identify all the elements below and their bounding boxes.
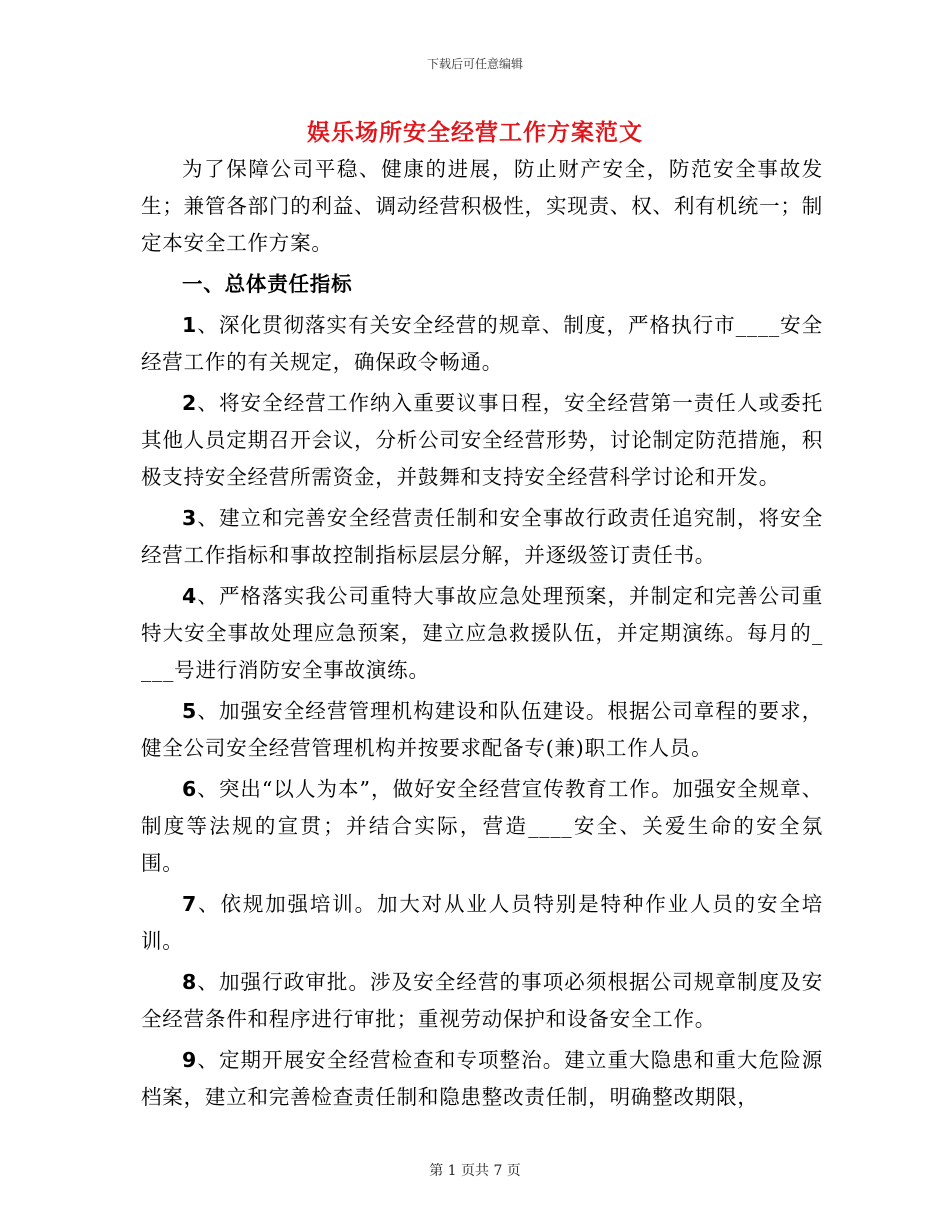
list-item [141, 578, 823, 689]
item-text: 、加强行政审批。涉及安全经营的事项必须根据公司规章制度及安全经营条件和程序进行审批；重视劳动保护和设备安全工作。 [141, 970, 823, 1031]
item-text: 、将安全经营工作纳入重要议事日程，安全经营第一责任人或委托其他人员定期召开会议，分析公司安全经营形势，讨论制定防范措施，积极支持安全经营所需资金，并鼓舞和支持安全经营科学讨论和开发。 [141, 391, 823, 489]
item-number: 4 [182, 584, 198, 608]
section-heading: 一、总体责任指标 [182, 272, 353, 296]
item-number: 6 [182, 777, 198, 801]
item-number: 9 [182, 1048, 198, 1072]
item-text: 、建立和完善安全经营责任制和安全事故行政责任追究制，将安全经营工作指标和事故控制指标层层分解，并逐级签订责任书。 [141, 506, 823, 567]
item-number: 7 [182, 892, 198, 916]
document-title: 娱乐场所安全经营工作方案范文 [307, 119, 643, 146]
item-text: 、深化贯彻落实有关安全经营的规章、制度，严格执行市____安全经营工作的有关规定，确保政令畅通。 [141, 313, 823, 374]
item-number: 5 [182, 699, 198, 723]
intro-paragraph: 为了保障公司平稳、健康的进展，防止财产安全，防范安全事故发生；兼管各部门的利益、调动经营积极性，实现责、权、利有机统一；制定本安全工作方案。 [141, 157, 823, 255]
item-text: 、加强安全经营管理机构建设和队伍建设。根据公司章程的要求，健全公司安全经营管理机构并按要求配备专(兼)职工作人员。 [141, 699, 823, 760]
item-number: 3 [182, 506, 198, 530]
item-number: 8 [182, 970, 198, 994]
page-footer: 第 1 页共 7 页 [429, 1163, 521, 1179]
list-item [141, 1042, 823, 1116]
list-item [141, 886, 823, 960]
item-number: 1 [182, 313, 198, 337]
document-body [141, 151, 823, 1116]
list-item [141, 693, 823, 767]
item-text: 、定期开展安全经营检查和专项整治。建立重大隐患和重大危险源档案，建立和完善检查责任制和隐患整改责任制，明确整改期限， [141, 1048, 823, 1109]
list-item [141, 771, 823, 882]
item-text: 、依规加强培训。加大对从业人员特别是特种作业人员的安全培训。 [141, 892, 823, 953]
item-number: 2 [182, 391, 198, 415]
list-item [141, 307, 823, 381]
list-item [141, 500, 823, 574]
list-item [141, 385, 823, 496]
item-text: 、严格落实我公司重特大事故应急处理预案，并制定和完善公司重特大安全事故处理应急预案，建立应急救援队伍，并定期演练。每月的____号进行消防安全事故演练。 [141, 584, 823, 682]
item-text: 、突出“以人为本”，做好安全经营宣传教育工作。加强安全规章、制度等法规的宣贯；并结合实际，营造____安全、关爱生命的安全氛围。 [141, 777, 823, 875]
header-note: 下载后可任意编辑 [426, 57, 523, 71]
list-item [141, 964, 823, 1038]
